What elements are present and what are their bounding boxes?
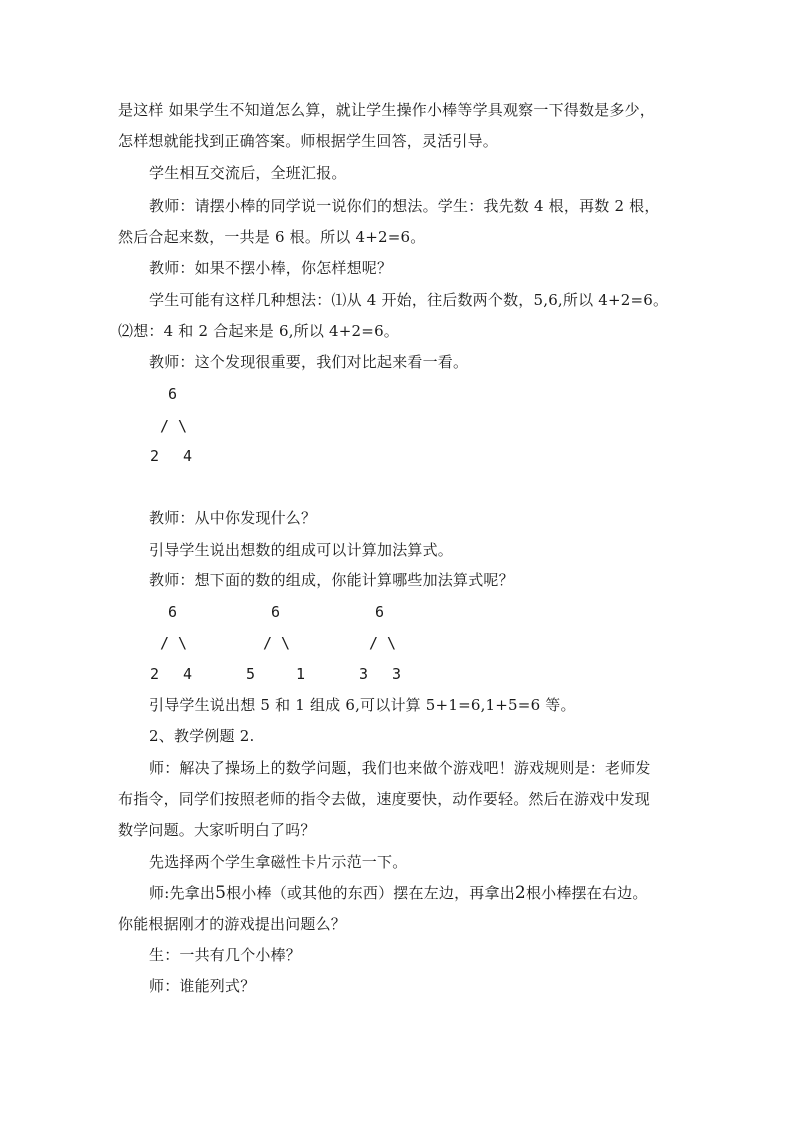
paragraph-line: 数学问题。大家听明白了吗？ [118, 821, 316, 839]
bond-part-right: 3 [392, 665, 402, 683]
paragraph-line: 2、教学例题 2. [149, 727, 255, 745]
paragraph-line: 引导学生说出想数的组成可以计算加法算式。 [149, 541, 454, 559]
paragraph-line: 学生可能有这样几种想法：⑴从 4 开始，往后数两个数，5,6,所以 4+2=6。 [149, 291, 669, 309]
paragraph-line [149, 883, 729, 903]
bond-branches: / \ [160, 634, 188, 652]
bond-part-left: 2 [150, 665, 160, 683]
paragraph-line: 师：谁能列式？ [149, 977, 256, 995]
paragraph-line: 教师：请摆小棒的同学说一说你们的想法。学生：我先数 4 根，再数 2 根， [149, 197, 660, 215]
bond-part-right: 4 [183, 665, 193, 683]
bond-branches: / \ [160, 417, 188, 435]
paragraph-line: 怎样想就能找到正确答案。师根据学生回答，灵活引导。 [118, 132, 499, 150]
bond-part-right: 4 [183, 447, 193, 465]
number-five: 5 [215, 883, 227, 903]
text-segment: 师:先拿出 [149, 884, 216, 902]
text-segment: 根小棒（或其他的东西）摆在左边，再拿出 [226, 884, 515, 902]
paragraph-line: 师：解决了操场上的数学问题，我们也来做个游戏吧！游戏规则是：老师发 [149, 759, 651, 777]
bond-whole: 6 [168, 603, 178, 621]
paragraph-line: 教师：想下面的数的组成，你能计算哪些加法算式呢？ [149, 571, 514, 589]
bond-branches: / \ [369, 634, 397, 652]
bond-part-right: 1 [296, 665, 306, 683]
bond-whole: 6 [375, 603, 385, 621]
bond-part-left: 3 [359, 665, 369, 683]
paragraph-line: 是这样 如果学生不知道怎么算，就让学生操作小棒等学具观察一下得数是多少， [118, 101, 655, 119]
paragraph-line: 教师：这个发现很重要，我们对比起来看一看。 [149, 353, 469, 371]
number-two: 2 [514, 883, 526, 903]
paragraph-line: 教师：从中你发现什么？ [149, 509, 317, 527]
paragraph-line: ⑵想：4 和 2 合起来是 6,所以 4+2=6。 [118, 322, 400, 340]
bond-branches: / \ [263, 634, 291, 652]
bond-part-left: 2 [150, 447, 160, 465]
paragraph-line: 先选择两个学生拿磁性卡片示范一下。 [149, 853, 408, 871]
bond-whole: 6 [271, 603, 281, 621]
paragraph-line: 你能根据刚才的游戏提出问题么？ [118, 915, 347, 933]
bond-whole: 6 [168, 385, 178, 403]
bond-part-left: 5 [246, 665, 256, 683]
paragraph-line: 学生相互交流后，全班汇报。 [149, 164, 347, 182]
paragraph-line: 生：一共有几个小棒？ [149, 946, 302, 964]
paragraph-line: 教师：如果不摆小棒，你怎样想呢？ [149, 259, 393, 277]
text-segment: 根小棒摆在右边。 [525, 884, 648, 902]
paragraph-line: 布指令，同学们按照老师的指令去做，速度要快，动作要轻。然后在游戏中发现 [118, 790, 651, 808]
paragraph-line: 引导学生说出想 5 和 1 组成 6,可以计算 5+1=6,1+5=6 等。 [149, 696, 576, 714]
paragraph-line: 然后合起来数，一共是 6 根。所以 4+2=6。 [118, 228, 426, 246]
